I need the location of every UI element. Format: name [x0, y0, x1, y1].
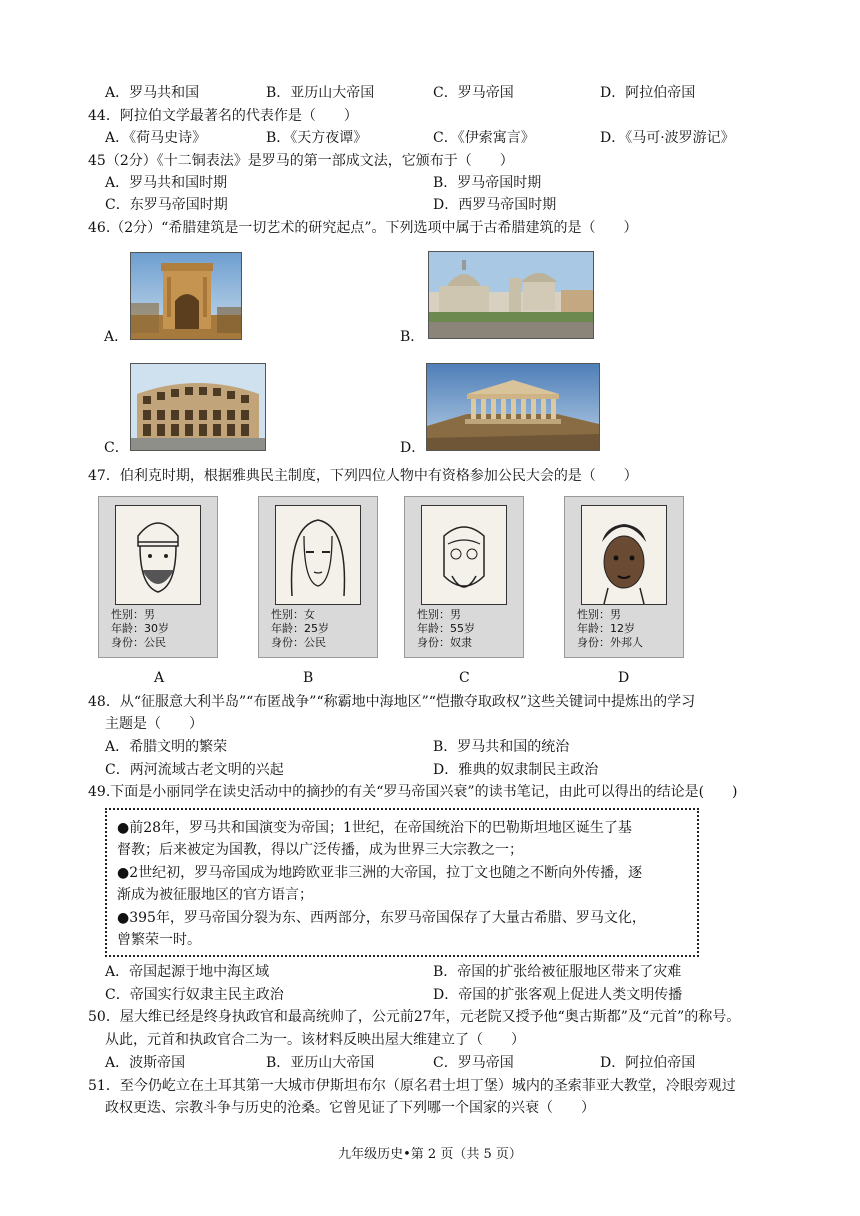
card-status: 身份：公民 — [271, 636, 326, 649]
q48-option-d: D．雅典的奴隶制民主政治 — [433, 762, 599, 778]
q50-option-b: B．亚历山大帝国 — [266, 1055, 375, 1071]
q43-option-b: B．亚历山大帝国 — [266, 85, 375, 101]
q45-option-b: B．罗马帝国时期 — [433, 175, 542, 191]
q49-stem: 49.下面是小丽同学在读史活动中的摘抄的有关“罗马帝国兴衰”的读书笔记，由此可以得出的结论是( ) — [88, 784, 738, 800]
person-card-a — [98, 496, 218, 658]
q47-stem: 47．伯利克时期，根据雅典民主制度，下列四位人物中有资格参加公民大会的是（ ） — [88, 468, 638, 484]
q50-option-a: A．波斯帝国 — [105, 1055, 186, 1071]
q45-option-a: A．罗马共和国时期 — [105, 175, 228, 191]
person-card-b — [258, 496, 378, 658]
q45-stem: 45（2分）《十二铜表法》是罗马的第一部成文法，它颁布于（ ） — [88, 153, 514, 169]
card-age: 年龄：30岁 — [111, 622, 169, 635]
note-line: 曾繁荣一时。 — [117, 932, 201, 948]
q46-label-c: C． — [104, 440, 129, 456]
q49-option-a: A．帝国起源于地中海区域 — [105, 964, 270, 980]
note-line: 督教；后来被定为国教，得以广泛传播，成为世界三大宗教之一； — [117, 842, 523, 858]
q51-stem-cont: 政权更迭、宗教斗争与历史的沧桑。它曾见证了下列哪一个国家的兴衰（ ） — [105, 1100, 595, 1116]
q49-option-c: C．帝国实行奴隶主民主政治 — [105, 987, 284, 1003]
q50-stem-cont: 从此，元首和执政官合二为一。该材料反映出屋大维建立了（ ） — [105, 1032, 525, 1048]
card-status: 身份：外邦人 — [577, 636, 643, 649]
q43-option-a: A．罗马共和国 — [105, 85, 200, 101]
card-age: 年龄：25岁 — [271, 622, 329, 635]
q44-stem: 44．阿拉伯文学最著名的代表作是（ ） — [88, 108, 358, 124]
q50-option-d: D．阿拉伯帝国 — [600, 1055, 696, 1071]
card-age: 年龄：55岁 — [417, 622, 475, 635]
q44-option-d: D．《马可·波罗游记》 — [600, 130, 735, 146]
card-status: 身份：奴隶 — [417, 636, 472, 649]
q48-stem: 48．从“征服意大利半岛”“布匿战争”“称霸地中海地区”“恺撒夺取政权”这些关键词中提炼出的学习 — [88, 694, 696, 710]
card-age: 年龄：12岁 — [577, 622, 635, 635]
card-label-c: C — [459, 670, 470, 686]
q50-stem: 50．屋大维已经是终身执政官和最高统帅了，公元前27年，元老院又授予他“奥古斯都”及“元首”的称号。 — [88, 1009, 741, 1025]
card-label-b: B — [303, 670, 314, 686]
person-card-d — [564, 496, 684, 658]
q44-option-b: B．《天方夜谭》 — [266, 130, 368, 146]
card-status: 身份：公民 — [111, 636, 166, 649]
q46-label-b: B． — [400, 329, 425, 345]
note-line: ●395年，罗马帝国分裂为东、西两部分，东罗马帝国保存了大量古希腊、罗马文化， — [117, 910, 646, 926]
card-label-a: A — [154, 670, 165, 686]
q48-option-b: B．罗马共和国的统治 — [433, 739, 570, 755]
q45-option-c: C．东罗马帝国时期 — [105, 197, 228, 213]
reading-notes-box — [105, 808, 699, 957]
note-line: ●2世纪初，罗马帝国成为地跨欧亚非三洲的大帝国，拉丁文也随之不断向外传播，逐 — [117, 865, 643, 881]
portrait — [115, 505, 201, 605]
q46-label-a: A． — [104, 329, 129, 345]
q43-option-d: D．阿拉伯帝国 — [600, 85, 696, 101]
q48-stem-cont: 主题是（ ） — [105, 716, 203, 732]
card-gender: 性别：女 — [271, 608, 315, 621]
page-footer: 九年级历史•第 2 页（共 5 页） — [338, 1147, 522, 1162]
portrait — [581, 505, 667, 605]
q50-option-c: C．罗马帝国 — [433, 1055, 514, 1071]
rome-city-photo — [428, 251, 594, 339]
q49-option-d: D．帝国的扩张客观上促进人类文明传播 — [433, 987, 683, 1003]
parthenon-photo — [426, 363, 600, 451]
q48-option-c: C．两河流域古老文明的兴起 — [105, 762, 284, 778]
portrait — [421, 505, 507, 605]
q45-option-d: D．西罗马帝国时期 — [433, 197, 557, 213]
card-gender: 性别：男 — [111, 608, 155, 621]
portrait — [275, 505, 361, 605]
card-label-d: D — [618, 670, 630, 686]
q51-stem: 51．至今仍屹立在土耳其第一大城市伊斯坦布尔（原名君士坦丁堡）城内的圣索菲亚大教堂，冷眼旁观过 — [88, 1078, 736, 1094]
q44-option-a: A．《荷马史诗》 — [105, 130, 207, 146]
colosseum-photo — [130, 363, 266, 451]
arch-photo — [130, 252, 242, 340]
person-card-c — [404, 496, 524, 658]
q48-option-a: A．希腊文明的繁荣 — [105, 739, 228, 755]
q43-option-c: C．罗马帝国 — [433, 85, 514, 101]
q46-label-d: D． — [400, 440, 426, 456]
note-line: ●前28年，罗马共和国演变为帝国；1世纪，在帝国统治下的巴勒斯坦地区诞生了基 — [117, 820, 632, 836]
card-gender: 性别：男 — [417, 608, 461, 621]
card-gender: 性别：男 — [577, 608, 621, 621]
q46-stem: 46.（2分）“希腊建筑是一切艺术的研究起点”。下列选项中属于古希腊建筑的是（ ） — [88, 220, 638, 236]
q44-option-c: C．《伊索寓言》 — [433, 130, 535, 146]
q49-option-b: B．帝国的扩张给被征服地区带来了灾难 — [433, 964, 682, 980]
note-line: 渐成为被征服地区的官方语言； — [117, 887, 313, 903]
